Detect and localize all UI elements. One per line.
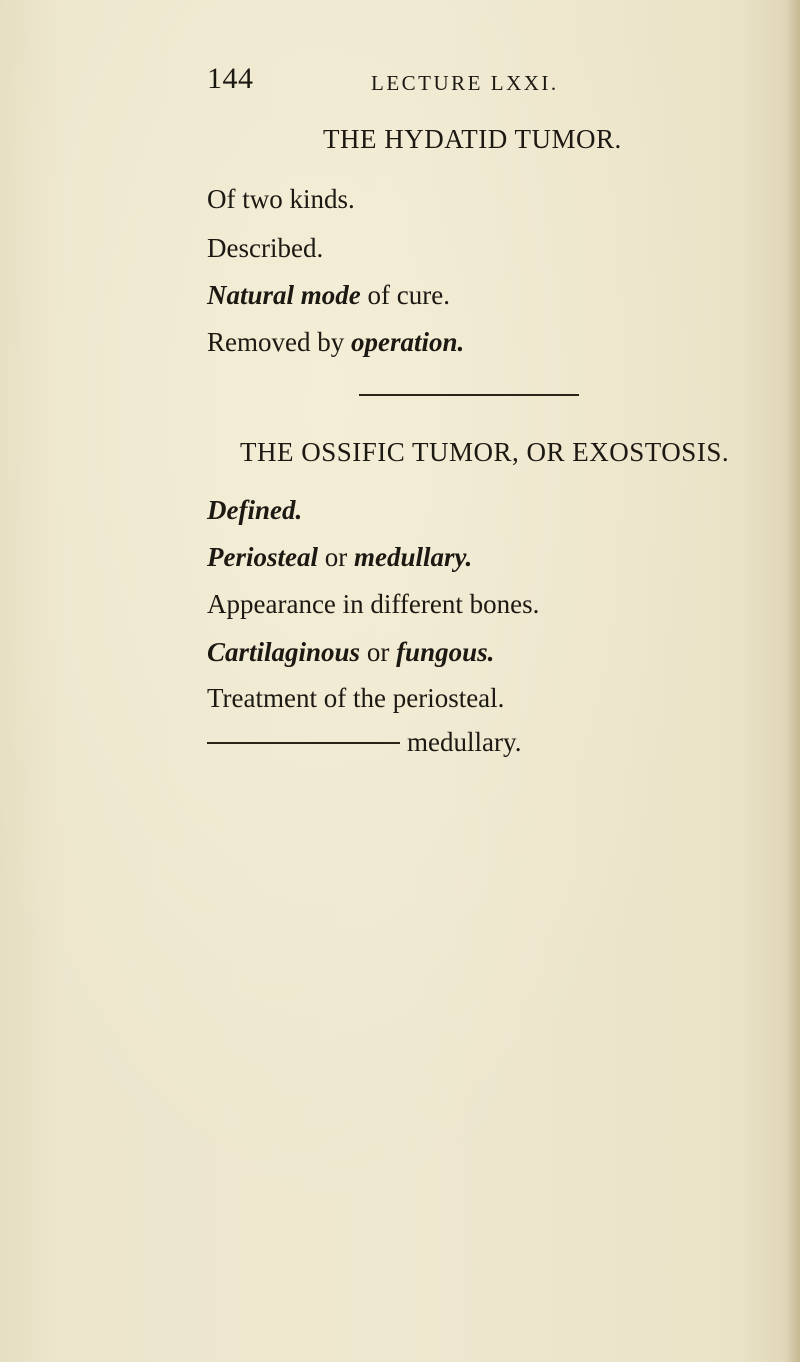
- ditto-rule: [207, 742, 400, 744]
- text-line: [207, 727, 521, 758]
- text-line: [207, 637, 494, 668]
- text-line: [207, 589, 539, 620]
- page-header: [0, 62, 800, 102]
- line-text-emphasis: fungous.: [396, 637, 495, 667]
- line-text: or: [360, 637, 397, 667]
- text-line: [207, 495, 302, 526]
- text-line: [207, 683, 504, 714]
- page-edge-shadow: [786, 0, 800, 1362]
- line-text-emphasis: Natural mode: [207, 280, 361, 310]
- text-line: [207, 184, 355, 215]
- line-text: Treatment of the periosteal.: [207, 683, 505, 713]
- text-line: [207, 280, 450, 311]
- line-text-emphasis: Defined.: [207, 495, 303, 525]
- text-line: [207, 542, 472, 573]
- line-text: or: [317, 542, 354, 572]
- section-title-hydatid: THE HYDATID TUMOR.: [323, 124, 622, 154]
- page-number: 144: [207, 62, 254, 95]
- line-text-emphasis: medullary.: [353, 542, 473, 572]
- section-title-ossific: THE OSSIFIC TUMOR, OR EXOSTOSIS.: [240, 437, 730, 467]
- line-text: Removed by: [207, 327, 351, 357]
- text-line: [207, 233, 323, 264]
- line-text: Appearance in different bones.: [207, 589, 540, 619]
- line-text-emphasis: Cartilaginous: [207, 637, 361, 667]
- line-text: Of two kinds.: [207, 184, 355, 214]
- line-text: of cure.: [360, 280, 450, 310]
- line-text-emphasis: Periosteal: [207, 542, 318, 572]
- line-text: Described.: [207, 233, 324, 263]
- text-line: [207, 327, 464, 358]
- line-text-emphasis: operation.: [350, 327, 465, 357]
- line-text: medullary.: [407, 727, 522, 757]
- section-divider: [359, 394, 579, 396]
- running-head: LECTURE LXXI.: [371, 71, 559, 95]
